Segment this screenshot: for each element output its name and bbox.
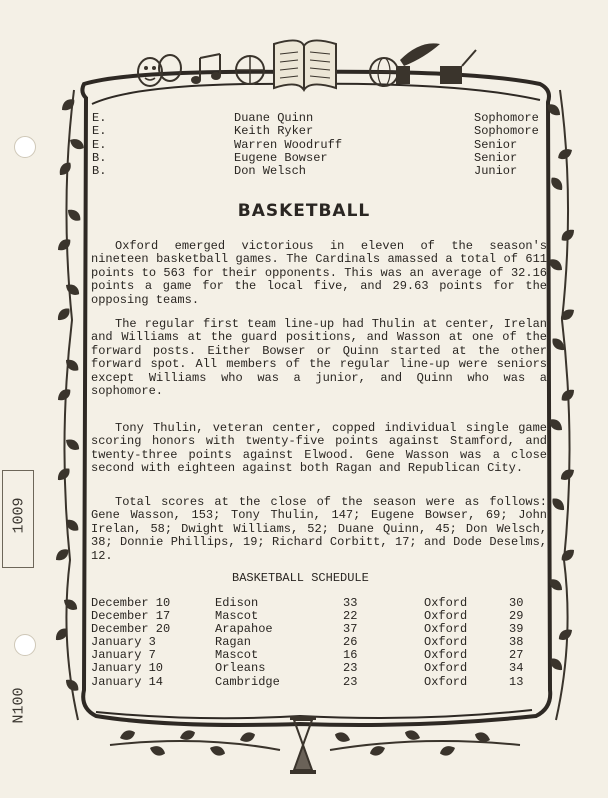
graduation-cap-icon xyxy=(440,50,476,84)
roster-name: Eugene Bowser xyxy=(234,150,328,165)
game-date: January 10 xyxy=(91,661,164,676)
home-score: 29 xyxy=(509,609,524,624)
schedule-title: BASKETBALL SCHEDULE xyxy=(232,571,369,585)
home-team: Oxford xyxy=(424,648,468,663)
roster-row xyxy=(92,152,552,165)
home-team: Oxford xyxy=(424,609,468,624)
game-date: December 17 xyxy=(91,609,171,624)
left-vine xyxy=(53,90,86,720)
opponent-score: 26 xyxy=(343,635,358,650)
paragraph-lineup: The regular first team line-up had Thulin at center, Irelan and Williams at the guard positions, and Wasson at one of the forward posts. Either Bowser or Quinn started at the other forward spot. All members of the regular line-up were seniors except Williams who was a junior, and Quinn who was a sophomore. xyxy=(91,317,547,399)
binder-hole-top xyxy=(14,136,36,158)
home-score: 13 xyxy=(509,674,524,689)
opponent-name: Arapahoe xyxy=(215,622,273,637)
game-date: January 3 xyxy=(91,635,156,650)
roster-name: Don Welsch xyxy=(234,164,307,179)
home-score: 30 xyxy=(509,596,524,610)
roster-class: Senior xyxy=(474,150,518,165)
home-team: Oxford xyxy=(424,635,468,650)
roster-position: E. xyxy=(92,137,107,152)
roster-class: Sophomore xyxy=(474,124,539,139)
home-score: 27 xyxy=(509,648,524,663)
open-book-icon xyxy=(274,40,336,90)
opponent-name: Orleans xyxy=(215,661,266,676)
opponent-score: 23 xyxy=(343,674,358,689)
opponent-name: Mascot xyxy=(215,609,259,624)
bottom-vine xyxy=(110,728,520,757)
game-date: December 10 xyxy=(91,596,171,610)
basketball-icon xyxy=(236,56,264,84)
opponent-score: 16 xyxy=(343,648,358,663)
roster-position: B. xyxy=(92,150,107,165)
opponent-name: Cambridge xyxy=(215,674,280,689)
roster-name: Keith Ryker xyxy=(234,124,314,139)
opponent-score: 22 xyxy=(343,609,358,624)
home-team: Oxford xyxy=(424,596,468,610)
roster-name: Duane Quinn xyxy=(234,111,314,125)
game-date: January 14 xyxy=(91,674,164,689)
music-notes-icon xyxy=(191,54,221,84)
roster-row xyxy=(92,112,552,125)
roster-row xyxy=(92,125,552,138)
quill-icon xyxy=(396,43,440,84)
theater-masks-icon xyxy=(138,55,181,86)
binder-hole-bottom xyxy=(14,634,36,656)
roster-class: Junior xyxy=(474,164,518,179)
page-title: BASKETBALL xyxy=(237,201,371,221)
roster-row xyxy=(92,165,552,178)
globe-icon xyxy=(370,58,398,86)
table-row xyxy=(91,676,531,689)
form-code-label: N100 xyxy=(10,687,28,724)
home-score: 38 xyxy=(509,635,524,650)
home-score: 34 xyxy=(509,661,524,676)
home-score: 39 xyxy=(509,622,524,637)
home-team: Oxford xyxy=(424,661,468,676)
roster-position: E. xyxy=(92,111,107,125)
paragraph-season-summary: Oxford emerged victorious in eleven of the season's nineteen basketball games. The Cardinals amassed a total of 611 points to 563 for their opponents. This was an average of 32.16 points a game for the local five, and 29.63 points for the opposing teams. xyxy=(91,239,547,307)
opponent-score: 23 xyxy=(343,661,358,676)
home-team: Oxford xyxy=(424,674,468,689)
schedule-table xyxy=(91,597,531,689)
roster-class: Sophomore xyxy=(474,111,539,125)
roster-class: Senior xyxy=(474,137,518,152)
game-date: December 20 xyxy=(91,622,171,637)
roster-list xyxy=(92,112,552,178)
paragraph-scoring-honors: Tony Thulin, veteran center, copped individual single game scoring honors with twenty-five points against Stamford, and twenty-three points against Elwood. Gene Wasson was a close second with eighteen against both Ragan and Republican City. xyxy=(91,421,547,476)
roster-position: E. xyxy=(92,124,107,139)
opponent-score: 37 xyxy=(343,622,358,637)
opponent-name: Edison xyxy=(215,596,259,610)
opponent-score: 33 xyxy=(343,596,358,610)
paragraph-total-scores: Total scores at the close of the season were as follows: Gene Wasson, 153; Tony Thulin, 147; Eugene Bowser, 69; John Irelan, 58; Dwight Williams, 52; Duane Quinn, 45; Don Welsch, 38; Donnie Phillips, 19; Richard Corbitt, 17; and Dode Deselms, 12. xyxy=(91,495,547,563)
page-number-label: 1009 xyxy=(10,497,28,534)
roster-row xyxy=(92,139,552,152)
opponent-name: Mascot xyxy=(215,648,259,663)
home-team: Oxford xyxy=(424,622,468,637)
table-row xyxy=(91,662,531,675)
roster-position: B. xyxy=(92,164,107,179)
opponent-name: Ragan xyxy=(215,635,252,650)
game-date: January 7 xyxy=(91,648,156,663)
roster-name: Warren Woodruff xyxy=(234,137,343,152)
